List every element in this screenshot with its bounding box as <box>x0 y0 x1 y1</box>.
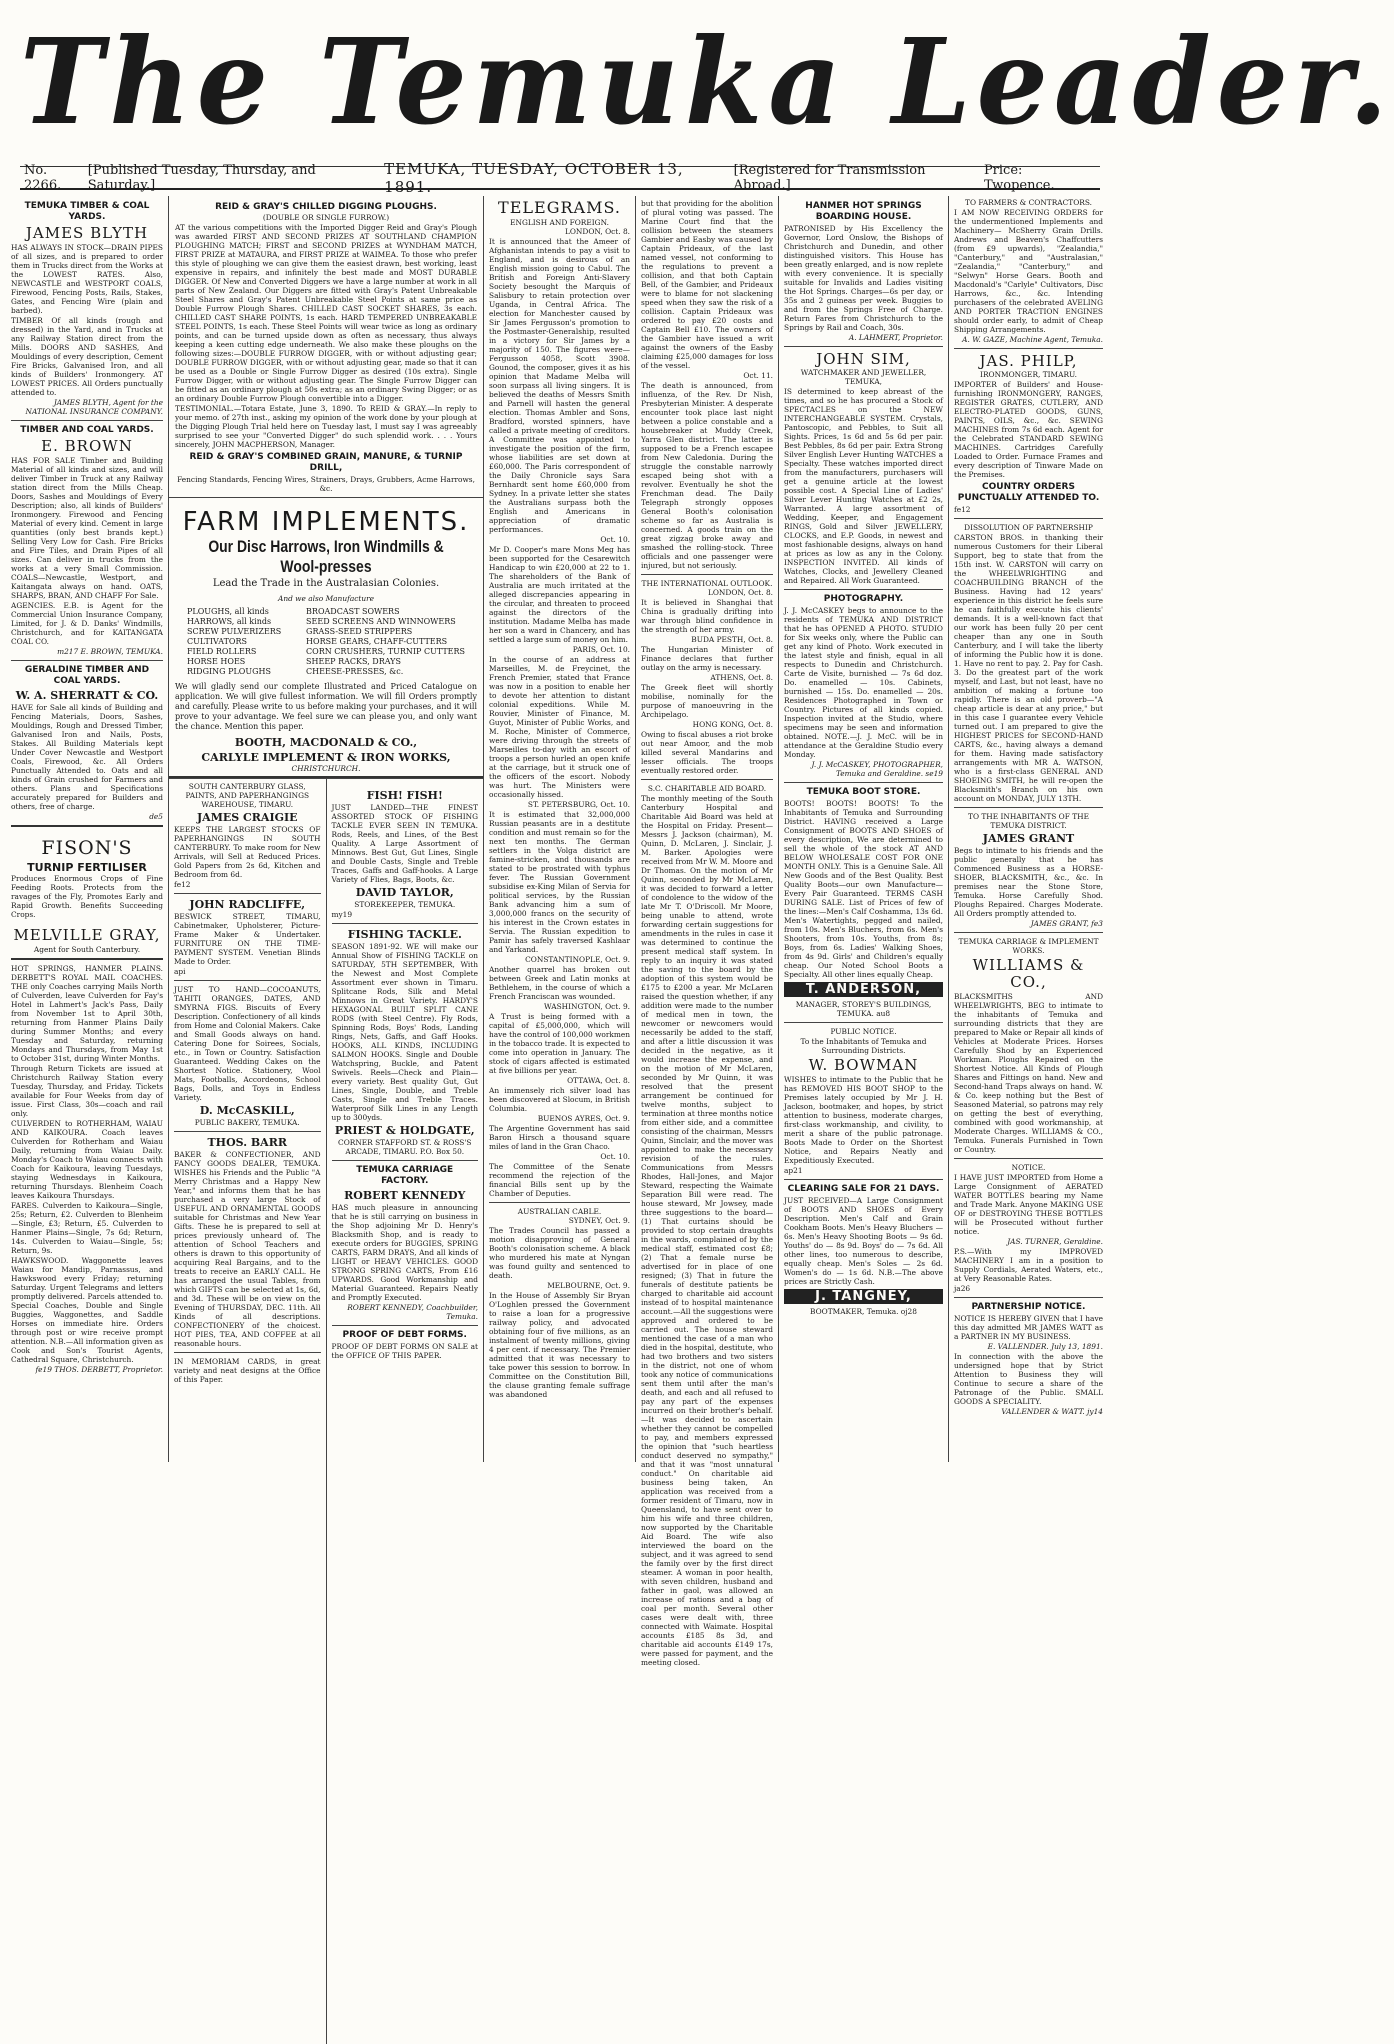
ad-text: STOREKEEPER, TEMUKA. <box>354 900 456 909</box>
article-text: Owing to fiscal abuses a riot broke out near Amoor, and the mob killed several Mandarins and lesser officials. The troops eventually restored order. <box>641 730 773 775</box>
ad-name: FISHING TACKLE. <box>347 928 462 941</box>
ad-name: DAVID TAYLOR, <box>355 886 454 899</box>
ad-text: BESWICK STREET, TIMARU, Cabinetmaker, Upholsterer, Picture-Frame Maker & Undertaker. FURNITURE ON THE TIME-PAYMENT SYSTEM. Venetian Blinds Made to Order. <box>174 912 321 966</box>
ad-signature: ROBERT KENNEDY, Coachbuilder, Temuka. <box>347 1303 478 1321</box>
ad-text: To the Inhabitants of Temuka and Surrounding Districts. <box>800 1037 927 1055</box>
article-text: In the course of an address at Marseilles, M. de Freycinet, the French Premier, stated that France was now in a position to enable her to devote her attention to distant colonial expeditions. While M. Rouvier, Minister of Finance, M. Guyot, Minister of Public Works, and M. Roche, Minister of Commerce, were driving through the streets of Marseilles to-day with an escort of troops a person hurled an open knife at the carriage, but it struck one of the officers of the escort. Nobody was hurt. The Ministers were occasionally hissed. <box>489 655 630 799</box>
column-6 <box>949 196 1108 1462</box>
ad-text: HAWKSWOOD. Waggonette leaves Waiau for Mandip, Parnassus, and Hawkswood every Friday; returning Saturday. Urgent Telegrams and letters promptly delivered. Parcels attended to. Special Coaches, Double and Single Buggies, Waggonettes, and Saddle Horses on immediate hire. Orders through post or wire receive prompt attention. N.B.—All information given as Cook and Son's Tourist Agents, Cathedral Square, Christchurch. <box>11 1256 163 1364</box>
article-text: The death is announced, from influenza, of the Rev. Dr Nish, Presbyterian Minister. A desperate encounter took place last night between a police constable and a housebreaker at Muddy Creek, Yarra Glen district. The latter is supposed to be a French escapee from New Caledonia. During the struggle the constable narrowly escaped being shot with a revolver. Eventually he shot the Frenchman dead. The Daily Telegraph strongly opposes General Booth's colonisation scheme so far as Australia is concerned. A goods train on the great zigzag broke away and smashed the rolling-stock. Three officials and one passenger were injured, but not seriously. <box>641 381 773 570</box>
article-text: The Trades Council has passed a motion disapproving of General Booth's colonisation scheme. A black who murdered his mate at Nyngan was found guilty and sentenced to death. <box>489 1226 630 1280</box>
ad-text: WISHES to intimate to the Public that he has REMOVED HIS BOOT SHOP to the Premises lately occupied by Mr J. H. Jackson, bootmaker, and hopes, by strict attention to business, moderate charges, first-class workmanship, and civility, to merit a share of the public patronage. Boots Made to Order on the Shortest Notice, and Repairs Neatly and Expeditiously Executed. <box>784 1075 943 1165</box>
ad-name: ROBERT KENNEDY <box>344 1189 466 1202</box>
ad-text: P.S.—With my IMPROVED MACHINERY I am in a position to Supply Cordials, Aerated Waters, etc., at Very Reasonable Rates. <box>954 1247 1103 1283</box>
farm-firm: BOOTH, MACDONALD & CO., <box>234 736 418 749</box>
ad-ref: my19 <box>331 910 353 919</box>
ad-name-banner: J. TANGNEY, <box>784 1289 943 1304</box>
ad-reid-gray <box>169 196 483 498</box>
ad-text: Begs to intimate to his friends and the public generally that he has Commenced Business as a HORSE-SHOER, BLACKSMITH, &c., &c. In premises near the Stone Store, Temuka. Horse Carefully Shod. Ploughs Repaired. Charges Moderate. All Orders promptly attended to. <box>954 846 1103 918</box>
ad-name: THOS. BARR <box>207 1136 287 1149</box>
ad-text: Fencing Standards, Fencing Wires, Strainers, Drays, Grubbers, Acme Harrows, &c. <box>177 475 475 493</box>
ad-ref: ap21 <box>784 1166 803 1175</box>
article-text: It is announced that the Ameer of Afghanistan intends to pay a visit to England, and is desirous of an English mission going to Cabul. The British and Foreign Anti-Slavery Society besought the Marquis of Salisbury to retain protection over Uganda, in Central Africa. The election for Manchester caused by Sir James Fergusson's promotion to the Postmaster-Generalship, resulted in a victory for Sir James by a majority of 150. The figures were—Fergusson 4058, Scott 3908. Gounod, the composer, gives it as his opinion that Madame Melba will soon surpass all living singers. It is believed the deaths of Messrs Smith and Parnell will hasten the general election. Thomas Ambler and Sons, Bradford, worsted spinners, have called a private meeting of creditors. A Committee was appointed to investigate the position of the firm, whose liabilities are set down at £60,000. The Paris correspondent of the Daily Chronicle says Sara Bernhardt sent home £60,000 from Sydney. In a private letter she states the Australians surpass both the English and Americans in appreciation of dramatic performances. <box>489 237 630 534</box>
ad-ref: fe12 <box>174 880 191 889</box>
ad-signature: fe19 THOS. DERBETT, Proprietor. <box>35 1365 163 1374</box>
dateline-entry: LONDON, Oct. 8. <box>564 227 630 236</box>
publication-days: [Published Tuesday, Thursday, and Saturday.] <box>87 162 316 193</box>
ad-text: BOOTS! BOOTS! BOOTS! To the Inhabitants of Temuka and Surrounding District. HAVING received a Large Consignment of BOOTS AND SHOES of every description, We are determined to sell the whole of the stock AT AND BELOW WHOLESALE COST FOR ONE MONTH ONLY. This is a Genuine Sale. All New Goods and of the Best Quality. Best Quality Boots—our own Manufacture—Every Pair Guaranteed. TERMS CASH DURING SALE. List of Prices of few of the lines:—Men's Calf Coshamma, 13s 6d. Men's Watertights, pegged and nailed, from 10s. Men's Bluchers, from 6s. Men's Shooters, from 10s. Youths, from 8s; Boys, from 6s. Ladies' Walking Shoes, from 4s 9d. Girls' and Children's equally cheap. Our Noted School Boots a Specialty. All other lines equally Cheap. <box>784 799 943 979</box>
ad-heading: HANMER HOT SPRINGS BOARDING HOUSE. <box>805 201 922 222</box>
ad-heading: GERALDINE TIMBER AND COAL YARDS. <box>24 665 150 686</box>
ad-heading: PARTNERSHIP NOTICE. <box>971 1302 1086 1312</box>
ad-heading: PUBLIC NOTICE. <box>830 1027 897 1036</box>
ad-heading: TIMBER AND COAL YARDS. <box>20 425 154 435</box>
ad-signature: JAS. TURNER, Geraldine. <box>1007 1237 1103 1246</box>
ad-text: I HAVE JUST IMPORTED from Home a Large Consignment of AERATED WATER BOTTLES bearing my Name and Trade Mark. Anyone MAKING USE OF or DESTROYING THESE BOTTLES will be Prosecuted without further notice. <box>954 1173 1103 1236</box>
ad-text: PROOF OF DEBT FORMS ON SALE at the OFFICE OF THIS PAPER. <box>331 1342 478 1360</box>
ad-name: E. BROWN <box>41 437 133 455</box>
ad-name: JOHN RADCLIFFE, <box>189 898 306 911</box>
ad-text: JUST TO HAND—COCOANUTS, TAHITI ORANGES, DATES, AND SMYRNA FIGS. Biscuits of Every Description. Confectionery of all kinds from Home and Colonial Makers. Cake and Small Goods always on hand. Catering Done for Soirees, Socials, etc., in Town or Country. Satisfaction Guaranteed. Wedding Cakes on the Shortest Notice. Stationery, Wool Mats, Footballs, Accordeons, School Bags, Dolls, and Toys in Endless Variety. <box>174 985 321 1102</box>
ad-text: JUST LANDED—THE FINEST ASSORTED STOCK OF FISHING TACKLE EVER SEEN IN TEMUKA. Rods, Reels, and Lines, of the Best Quality. A Large Assortment of Minnows. Best Gut, Gut Lines, Single and Double Casts, Single and Treble Traces, Gaffs and Gaff-hooks. A Large Variety of Flies, Bags, Boots, &c. <box>331 803 478 884</box>
ad-text: TIMBER Of all kinds (rough and dressed) in the Yard, and in Trucks at any Railway Station direct from the Mills. DOORS AND SASHES, And Mouldings of every description, Cement Fire Bricks, Galvanised Iron, and all kinds of Builders' Ironmongery. AT LOWEST PRICES. All Orders punctually attended to. <box>11 316 163 397</box>
ad-signature: A. W. GAZE, Machine Agent, Temuka. <box>962 335 1103 344</box>
column-1 <box>6 196 169 1462</box>
ad-text: BLACKSMITHS AND WHEELWRIGHTS, BEG to intimate to the inhabitants of Temuka and surrounding districts that they are prepared to Make or Repair all kinds of Vehicles at Moderate Prices. Horses Carefully Shod by an Experienced Workman. Ploughs Repaired on the Shortest Notice. All Kinds of Plough Shares and Fittings on hand. New and Second-hand Traps always on hand. W. & Co. keep nothing but the Best of Seasoned Material, so patrons may rely on getting the best of everything, combined with good workmanship, at Moderate Charges. WILLIAMS & CO., Temuka. Funerals Furnished in Town or Country. <box>954 992 1103 1154</box>
article-text: It is estimated that 32,000,000 Russian peasants are in a destitute condition and must remain so for the next ten months. The German settlers in the Volga district are famine-stricken, and thousands are stated to be prostrated with typhus fever. The Russian Government subsidise ex-King Milan of Servia for political services, by the Russian Bank advancing him a sum of 3,000,000 francs on the security of his interest in the Crown estates in Servia. The Russian expedition to Pamir has safely traversed Kashlaar and Yarkand. <box>489 810 630 954</box>
ad-heading: TEMUKA CARRIAGE & IMPLEMENT WORKS. <box>958 937 1099 955</box>
ad-text: BAKER & CONFECTIONER, AND FANCY GOODS DEALER, TEMUKA. WISHES his Friends and the Public "A Merry Christmas and a Happy New Year," and informs them that he has purchased a very large Stock of USEFUL AND ORNAMENTAL GOODS suitable for Christmas and New Year Gifts. These he is prepared to sell at prices previously unheard of. The attention of School Teachers and others is drawn to this opportunity of acquiring Real Bargains, and to the treats to receive an EARLY CALL. He has arranged the usual Tables, from which GIFTS can be selected at 1s, 6d, and 3d. These will be on view on the Evening of THURSDAY, DEC. 11th. All Kinds of all descriptions. CONFECTIONERY of the choicest. HOT PIES, TEA, AND COFFEE at all reasonable hours. <box>174 1150 321 1348</box>
dateline-entry: ST. PETERSBURG, Oct. 10. <box>527 800 630 809</box>
ad-signature: VALLENDER & WATT. jy14 <box>1001 1407 1103 1416</box>
ad-text: In connection with the above the undersigned hope that by Strict Attention to Business they will Continue to secure a share of the Patronage of the Public. SMALL GOODS A SPECIALITY. <box>954 1352 1103 1406</box>
dateline-entry: Oct. 11. <box>743 371 773 380</box>
ad-heading: COUNTRY ORDERS PUNCTUALLY ATTENDED TO. <box>957 482 1100 503</box>
article-text: It is believed in Shanghai that China is gradually drifting into war through blind confidence in the strength of her army. <box>641 598 773 634</box>
ad-text: AT the various competitions with the Imported Digger Reid and Gray's Plough was awarded FIRST AND SECOND PRIZES AT SOUTHLAND CHAMPION PLOUGHING MATCH; FIRST and SECOND PRIZES at WYNDHAM MATCH, FIRST PRIZE at MATAURA, and FIRST PRIZE at WAIMEA. To those who prefer this style of ploughing we can give them the easiest drawn, best working, least expensive in repairs, and infinitely the best made and MOST DURABLE DIGGER. Of New and Converted Diggers we have a large number at work in all parts of New Zealand. Our Diggers are fitted with Gray's Patent Unbreakable Steel Shares and Gray's Patent Unbreakable Steel Points at same price as Double Furrow Plough Shares. CHILLED CAST SOCKET SHARES, 3s each. CHILLED CAST SHARE POINTS, 1s each. HARD TEMPERED UNBREAKABLE STEEL POINTS, 1s each. These Steel Points will wear twice as long as ordinary points, and can be turned upside down as often as necessary, thus always keeping a keen cutting edge underneath. We also make these ploughs on the following sizes:—DOUBLE FURROW DIGGER, with or without adjusting gear; DOUBLE FURROW DIGGER, with or without adjusting gear, made so that it can be used as a Double or Single Furrow Digger as desired (10s extra). Single Furrow Digger, with or without adjusting gear. The Single Furrow Digger can be fitted as an ordinary plough at 50s extra; as an ordinary Swing Digger; or as an ordinary Double Furrow Plough convertible into a Digger. <box>175 223 477 403</box>
ad-text: MANAGER, STOREY'S BUILDINGS, TEMUKA. au8 <box>795 1000 932 1018</box>
ad-text: IN MEMORIAM CARDS, in great variety and neat designs at the Office of this Paper. <box>174 1357 321 1384</box>
ad-text: J. J. McCASKEY begs to announce to the residents of TEMUKA AND DISTRICT that he has OPENED A PHOTO. STUDIO for Six weeks only, where the Public can get any kind of Photo. Work executed in the latest style and finish, equal in all respects to Dunedin and Christchurch. Carte de Visite, burnished — 7s 6d doz. Do. enamelled — 10s. Cabinets, burnished — 15s. Do. enamelled — 20s. Residences Photographed in Town or Country. Pictures of all kinds copied. Inspection invited at the Studio, where specimens may be seen and information obtained. NOTE.—J. J. McC. will be in attendance at the Geraldine Studio every Monday. <box>784 606 943 759</box>
ad-ref: fe12 <box>954 505 971 514</box>
ad-text: Agent for South Canterbury. <box>33 945 141 954</box>
ad-name: PRIEST & HOLDGATE, <box>334 1124 475 1137</box>
newspaper-title: The Temuka Leader. <box>20 13 1394 152</box>
ad-text: I AM NOW RECEIVING ORDERS for the undermentioned Implements and Machinery— McSherry Grain Drills. Andrews and Beaven's Chaffcutters (from £9 upwards), "Zealandia," "Canterbury," and "Australasian," "Zealandia," "Canterbury," and "Selwyn" Horse Gears. Booth and Macdonald's "Carlyle" Cultivators, Disc Harrows, &c., &c. Intending purchasers of the celebrated AVELING AND PORTER TRACTION ENGINES should order early, to admit of Cheap Shipping Arrangements. <box>954 208 1103 334</box>
ad-name: W. A. SHERRATT & CO. <box>15 689 159 702</box>
ad-name: JOHN SIM, <box>816 350 911 368</box>
columns <box>6 196 1108 1667</box>
ad-name: FISH! FISH! <box>366 789 443 802</box>
ad-name: JAMES BLYTH <box>25 224 149 242</box>
ad-signature: A. LAHMERT, Proprietor. <box>848 333 943 342</box>
ad-signature: JAMES GRANT, fe3 <box>1030 919 1103 928</box>
ad-subheading: IRONMONGER, TIMARU. <box>980 370 1077 379</box>
ad-text: HAS much pleasure in announcing that he is still carrying on business in the Shop adjoining Mr D. Henry's Blacksmith Shop, and is ready to execute orders for BUGGIES, SPRING CARTS, FARM DRAYS, And all kinds of LIGHT or HEAVY VEHICLES. GOOD STRONG SPRING CARTS, From £16 UPWARDS. Good Workmanship and Material Guaranteed. Repairs Neatly and Promptly Executed. <box>331 1203 478 1302</box>
dateline <box>20 159 1100 196</box>
ad-text: SEASON 1891-92. WE will make our Annual Show of FISHING TACKLE on SATURDAY, 5TH SEPTEMBER, With the Newest and Most Complete Assortment ever shown in Timaru. Splitcane Rods, Silk and Metal Minnows in Great Variety. HARDY'S HEXAGONAL BUILT SPLIT CANE RODS (with Steel Centre). Fly Rods, Spinning Rods, Boys' Rods, Landing Rings, Nets, Gaffs, and Gaff Hooks. HOOKS, ALL KINDS, INCLUDING SALMON HOOKS. Single and Double Watchspring, Buckle, and Patent Swivels. Reels—Check and Plain—every variety. Best quality Gut, Gut Lines, Single, Double, and Treble Casts, Single and Treble Traces. Waterproof Silk Lines in any Length up to 300yds. <box>331 942 478 1122</box>
price: Price: Twopence. <box>983 162 1055 193</box>
column-5 <box>779 196 949 1462</box>
ad-text: TESTIMONIAL.—Totara Estate, June 3, 1890. To REID & GRAY.—In reply to your memo. of 27th inst., asking my opinion of the work done by your plough at the Digging Plough Trial held here on Tuesday last, I must say I was agreeably surprised to see your "Converted Digger" do such splendid work. . . . Yours sincerely, JOHN MACPHERSON, Manager. <box>175 404 477 449</box>
ad-heading: REID & GRAY'S COMBINED GRAIN, MANURE, & TURNIP DRILL, <box>189 452 463 473</box>
farm-subtitle: Our Disc Harrows, Iron Windmills & Wool-presses <box>208 537 444 576</box>
farm-list-left: PLOUGHS, all kinds HARROWS, all kinds SCREW PULVERIZERS CULTIVATORS FIELD ROLLERS HORSE HOES RIDGING PLOUGHS <box>187 607 282 676</box>
column-telegrams <box>484 196 636 1462</box>
article-text: Mr D. Cooper's mare Mons Meg has been supported for the Cesarewitch Handicap to win £20,000 at 22 to 1. The shareholders of the Bank of Australia are much irritated at the alleged discrepancies appearing in the circular, and threaten to proceed against the directors of the institution. Madame Melba has made her son a ward in Chancery, and has settled a large sum of money on him. <box>489 545 630 644</box>
ad-signature: E. VALLENDER. July 13, 1891. <box>987 1342 1103 1351</box>
article-text: An immensely rich silver load has been discovered at Slocum, in British Columbia. <box>489 1086 630 1113</box>
ad-subheading: WATCHMAKER AND JEWELLER, TEMUKA, <box>800 368 927 386</box>
dateline-entry: WASHINGTON, Oct. 9. <box>544 1002 630 1011</box>
article-text: Another quarrel has broken out between Greek and Latin monks at Bethlehem, in the course of which a French Franciscan was wounded. <box>489 965 630 1001</box>
ad-subheading: (DOUBLE OR SINGLE FURROW.) <box>262 213 390 222</box>
ad-text: KEEPS THE LARGEST STOCKS OF PAPERHANGINGS IN SOUTH CANTERBURY. To make room for New Arrivals, will Sell at Reduced Prices. Gold Papers from 2s 6d, Kitchen and Bedroom from 6d. <box>174 825 321 879</box>
ad-signature: de5 <box>149 812 163 821</box>
dateline-entry: LONDON, Oct. 8. <box>707 588 773 597</box>
ad-heading: TEMUKA BOOT STORE. <box>806 787 921 797</box>
ad-heading: TEMUKA CARRIAGE FACTORY. <box>356 1165 454 1186</box>
ad-text: PATRONISED by His Excellency the Governor, Lord Onslow, the Bishops of Christchurch and Dunedin, and other distinguished visitors. This House has been greatly enlarged, and is now replete with every convenience. It is specially suitable for Invalids and Ladies visiting the Hot Springs. Charges—6s per day, or 35s and 2 guineas per week. Buggies to and from the Springs Free of Charge. Return Fares from Christchurch to the Springs by Rail and Coach, 30s. <box>784 224 943 332</box>
ad-heading: NOTICE. <box>1011 1163 1046 1172</box>
ad-heading: TO THE INHABITANTS OF THE TEMUKA DISTRICT. <box>968 812 1089 830</box>
farm-lead: Lead the Trade in the Australasian Colonies. <box>212 578 440 589</box>
dateline-entry: SYDNEY, Oct. 9. <box>568 1216 630 1225</box>
column-2-right <box>327 779 484 2044</box>
dateline-entry: BUDA PESTH, Oct. 8. <box>691 635 773 644</box>
ad-text: FARES. Culverden to Kaikoura—Single, 25s; Return, £2. Culverden to Blenheim—Single, £3; Return, £5. Culverden to Hanmer Plains—Single, 7s 6d; Return, 14s. Culverden to Waiau—Single, 5s; Return, 9s. <box>11 1201 163 1255</box>
ad-text: AGENCIES. E.B. is Agent for the Commercial Union Insurance Company, Limited, for J. & D. Danks' Windmills, Christchurch, and for KAITANGATA COAL CO. <box>11 601 163 646</box>
ad-heading: TO FARMERS & CONTRACTORS. <box>965 198 1092 207</box>
ad-name-banner: T. ANDERSON, <box>784 982 943 997</box>
dateline-entry: Oct. 10. <box>600 535 630 544</box>
ad-text: HAVE for Sale all kinds of Building and Fencing Materials, Doors, Sashes, Mouldings, Rough and Dressed Timber, Galvanised Iron and Nails, Posts, Stakes. All Building Materials kept Under Cover Newcastle and Westport Coals, Firewood, &c. All Orders Punctually Attended to. Oats and all kinds of Grain crushed for Farmers and others. Plans and Specifications accurately prepared for Builders and others, free of charge. <box>11 703 163 811</box>
ad-heading: TURNIP FERTILISER <box>27 861 147 874</box>
ad-text: CULVERDEN to ROTHERHAM, WAIAU AND KAIKOURA. Coach leaves Culverden for Rotherham and Waiau Daily, returning from Waiau Daily. Monday's Coach to Waiau connects with Coach for Kaikoura, leaving Tuesdays, staying Wednesdays in Kaikoura, returning Thursdays. Blenheim Coach leaves Kaikoura Thursdays. <box>11 1119 163 1200</box>
ad-name: JAS. PHILP, <box>979 352 1078 370</box>
ad-text: IMPORTER of Builders' and House-furnishing IRONMONGERY, RANGES, REGISTER GRATES, CUTLERY, AND ELECTRO-PLATED GOODS, GUNS, PAINTS, OILS, &c., &c. SEWING MACHINES from 7s 6d each. Agent for the Celebrated STANDARD SEWING MACHINES. Cartridges Carefully Loaded to Order. Furnace Frames and every description of Tinware Made on the Premises. <box>954 380 1103 479</box>
masthead <box>20 8 1394 158</box>
farm-text: We will gladly send our complete Illustrated and Priced Catalogue on application. We will give fullest information. We will fill Orders promptly and carefully. Please write to us before making your purchases, and it will prove to your advantage. We feel sure we can please you, and only want the chance. Mention this paper. <box>175 682 477 731</box>
farm-also: And we also Manufacture <box>278 594 374 603</box>
ad-text: PUBLIC BAKERY, TEMUKA. <box>194 1118 300 1127</box>
section-subtitle: AUSTRALIAN CABLE. <box>517 1207 602 1216</box>
ad-heading: PHOTOGRAPHY. <box>823 594 904 604</box>
ad-text: CARSTON BROS. in thanking their numerous Customers for their Liberal Support, beg to state that from the 15th inst. W. CARSTON will carry on the WHEELWRIGHTING and COACHBUILDING BRANCH of the Business. Having had 12 years' experience in this district he feels sure he can faithfully execute his clients' demands. It is a well-known fact that our work has been fully 20 per cent cheaper than any one in South Canterbury, and I will take the liberty of informing the Public how it is done. 1. Have no rent to pay. 2. Pay for Cash. 3. Do the greatest part of the work myself, and Last, but not least, have no ambition of making a fortune too rapidly. There is an old proverb—"A cheap article is dear at any price," but in this case I guarantee every Vehicle turned out. I am prepared to give the HIGHEST PRICES for SECOND-HAND CARTS, &c., having always a demand for them. Having made satisfactory arrangements with MR A. WATSON, who is a first-class GENERAL AND SHOEING SMITH, he will re-open the Blacksmith's Branch on his own account on MONDAY, JULY 13TH. <box>954 533 1103 803</box>
dateline-entry: MELBOURNE, Oct. 9. <box>547 1281 630 1290</box>
farm-list-right: BROADCAST SOWERS SEED SCREENS AND WINNOWERS GRASS-SEED STRIPPERS HORSE GEARS, CHAFF-CUTTERS CORN CRUSHERS, TURNIP CUTTERS SHEEP RACKS, DRAYS CHEESE-PRESSES, &c. <box>306 607 465 676</box>
article-text: A Trust is being formed with a capital of £5,000,000, which will have the control of 100,000 workmen in the tobacco trade. It is expected to come into operation in January. The stock of cigars affected is estimated at five billions per year. <box>489 1012 630 1075</box>
registration-note: [Registered for Transmission Abroad.] <box>733 162 926 193</box>
dateline-entry: HONG KONG, Oct. 8. <box>692 720 773 729</box>
ad-text: JUST RECEIVED—A Large Consignment of BOOTS AND SHOES of Every Description. Men's Calf and Grain Cookham Boots. Men's Heavy Bluchers — 6s. Men's Heavy Shooting Boots — 9s 6d. Youths' do — 8s 9d. Boys' do — 7s 6d. All other lines, too numerous to describe, equally cheap. Men's Soles — 2s 6d. Women's do — 1s 6d. N.B.—The above prices are Strictly Cash. <box>784 1196 943 1286</box>
ad-text: Produces Enormous Crops of Fine Feeding Roots. Protects from the ravages of the Fly, Promotes Early and Rapid Growth. Benefits Succeeding Crops. <box>11 874 163 919</box>
ad-name: JAMES GRANT <box>982 832 1075 845</box>
ad-heading: REID & GRAY'S CHILLED DIGGING PLOUGHS. <box>215 202 437 212</box>
ad-heading: PROOF OF DEBT FORMS. <box>342 1330 467 1340</box>
farm-title: FARM IMPLEMENTS. <box>182 507 470 537</box>
column-news <box>636 196 779 1667</box>
column-2-left <box>169 779 327 2044</box>
ad-text: Through Return Tickets are issued at Christchurch Railway Station every Tuesday, Thursday, and Friday. Tickets available for Four Weeks from day of issue. First Class, 30s—coach and rail only. <box>11 1064 163 1118</box>
ad-name: WILLIAMS & CO., <box>972 956 1085 991</box>
dateline-entry: ATHENS, Oct. 8. <box>710 673 773 682</box>
section-subtitle: ENGLISH AND FOREIGN. <box>510 218 609 227</box>
article-text: The monthly meeting of the South Canterbury Hospital and Charitable Aid Board was held at the Hospital on Friday. Present—Messrs J. Jackson (chairman), M. Quinn, D. McLaren, J. Sinclair, J. M. Barker. Apologies were received from Mr W. M. Moore and Dr Thomas. On the motion of Mr Quinn, seconded by Mr McLaren, it was decided to forward a letter of condolence to the widow of the late Mr T. O'Driscoll. Mr Moore, being unable to attend, wrote forwarding certain suggestions for amendments in the rules in case it was determined to continue the present medical staff system. In reply to an inquiry it was stated the saving to the board by the adoption of this system would be £175 to £200 a year. Mr McLaren raised the question whether, if any addition were made to the number of medical men in town, the newcomer or newcomers would necessarily be added to the staff, and after a little discussion it was decided in the negative, as it would increase the expense, and on the motion of Mr McLaren, seconded by Mr Quinn, it was resolved that the present arrangement be continued for twelve months, subject to termination at three months notice from either side, and a committee consisting of the chairman, Messrs Quinn, Sinclair, and the mover was appointed to make the necessary revision of the rules. Communications from Messrs Rhodes, Hall-Jones, and Major Steward, respecting the Waimate Separation Bill were read. The house steward, Mr Jowsey, made three suggestions to the board—(1) That curtains should be provided to stop certain draughts in the wards, complained of by the medical staff, estimated cost £8; (2) That a female nurse be advertised for in place of one resigned; (3) That in future the funerals of destitute patients be charged to charitable aid account instead of to hospital maintenance account.—All the suggestions were approved and ordered to be carried out. The house steward mentioned the case of a man who died in the hospital, destitute, who had two brothers and two sisters in the district, not one of whom took any notice of communications sent them until after the man's death, and each and all refused to pay any part of the expenses incurred on their brother's behalf.—It was decided to ascertain whether they cannot be compelled to pay, and members expressed the opinion that "such heartless conduct deserved no sympathy," and that it was "most unnatural conduct." On charitable aid business being taken, An application was received from a former resident of Timaru, now in Queensland, to have sent over to him his wife and three children, now supported by the Charitable Aid Board. The wife also interviewed the board on the subject, and it was agreed to send the family over by the first direct steamer. A woman in poor health, with seven children, husband and father in gaol, was allowed an increase of rations and a bag of coal per month. Several other cases were dealt with, three connected with Waimate. Hospital accounts £185 8s 3d, and charitable aid accounts £149 17s, were passed for payment, and the meeting closed. <box>641 794 773 1667</box>
ad-text: HOT SPRINGS, HANMER PLAINS. DERBETT'S ROYAL MAIL COACHES. THE only Coaches carrying Mails North of Culverden, leave Culverden for Fay's Hotel in Lahmert's Jack's Pass, Daily from November 1st to April 30th, returning from Hanmer Plains Daily during Summer Months; and every Tuesday and Saturday, returning Mondays and Thursdays, from May 1st to October 31st, during Winter Months. <box>11 964 163 1063</box>
ad-text: BOOTMAKER, Temuka. oj28 <box>810 1307 917 1316</box>
place-date: TEMUKA, TUESDAY, OCTOBER 13, 1891. <box>384 159 684 196</box>
ad-text: HAS FOR SALE Timber and Building Material of all kinds and sizes, and will deliver Timber in Truck at any Railway station direct from the Mills Cheap. Doors, Sashes and Mouldings of Every Description; also, all kinds of Builders' Ironmongery. Firewood and Fencing Material of every kind. Cement in large quantities (only best brands kept.) Selling Very Low for Cash. Fire Bricks and Fire Tiles, and Drain Pipes of all sizes. Can deliver in trucks from the works at a very Small Commission. COALS—Newcastle, Westport, and Kaitangata always on hand. OATS, SHARPS, BRAN, AND CHAFF For Sale. <box>11 456 163 600</box>
article-text: The Committee of the Senate recommend the rejection of the financial Bills sent up by the Chamber of Deputies. <box>489 1162 630 1198</box>
ad-signature: JAMES BLYTH, Agent for the NATIONAL INSURANCE COMPANY. <box>25 398 163 416</box>
column-2 <box>169 196 484 1462</box>
ad-name: JAMES CRAIGIE <box>196 811 298 824</box>
article-text: The Greek fleet will shortly mobilise, nominally for the purpose of manoeuvring in the Archipelago. <box>641 683 773 719</box>
ad-name: FISON'S <box>41 837 133 859</box>
farm-works: CARLYLE IMPLEMENT & IRON WORKS, <box>201 751 451 764</box>
section-subtitle: THE INTERNATIONAL OUTLOOK. <box>641 579 773 588</box>
article-text: The Argentine Government has said Baron Hirsch a thousand square miles of land in the Gran Chaco. <box>489 1124 630 1151</box>
ad-name: MELVILLE GRAY, <box>13 926 161 944</box>
article-text: but that providing for the abolition of plural voting was passed. The Marine Court find that the collision between the steamers Gambier and Easby was caused by Captain Prideaux, of the last named vessel, not conforming to the regulations to prevent a collision, and that both Captain Bell, of the Gambier, and Prideaux were to blame for not slackening speed when they saw the risk of a collision. Captain Prideaux was ordered to pay £20 costs and Captain Bell £10. The owners of the Gambier have issued a writ against the owners of the Easby claiming £25,000 damages for loss of the vessel. <box>641 199 773 370</box>
ad-text: CORNER STAFFORD ST. & ROSS'S ARCADE, TIMARU. P.O. Box 50. <box>338 1138 472 1156</box>
ad-name: D. McCASKILL, <box>199 1104 295 1117</box>
farm-city: CHRISTCHURCH. <box>291 764 361 773</box>
ad-signature: J. J. McCASKEY, PHOTOGRAPHER, Temuka and Geraldine. se19 <box>811 760 943 778</box>
ad-ref: api <box>174 967 186 976</box>
section-subtitle: S.C. CHARITABLE AID BOARD. <box>647 784 767 793</box>
ad-name: W. BOWMAN <box>808 1056 919 1074</box>
article-text: In the House of Assembly Sir Bryan O'Loghlen pressed the Government to raise a loan for a progressive railway policy, and advocated obtaining four of five millions, as an instalment of twenty millions, giving 4 per cent. if necessary. The Premier admitted that it was necessary to take power this session to borrow. In Committee on the Constitution Bill, the clause granting female suffrage was abandoned <box>489 1291 630 1399</box>
ad-heading: TEMUKA TIMBER & COAL YARDS. <box>24 201 150 222</box>
issue-number: No. 2266. <box>24 162 62 193</box>
ad-signature: m217 E. BROWN, TEMUKA. <box>57 647 163 656</box>
dateline-entry: CONSTANTINOPLE, Oct. 9. <box>525 955 630 964</box>
article-text: The Hungarian Minister of Finance declares that further outlay on the army is necessary. <box>641 645 773 672</box>
dateline-entry: OTTAWA, Oct. 8. <box>567 1076 630 1085</box>
ad-farm-implements <box>169 498 483 778</box>
dateline-entry: BUENOS AYRES, Oct. 9. <box>537 1114 630 1123</box>
dateline-entry: Oct. 10. <box>600 1152 630 1161</box>
ad-heading: DISSOLUTION OF PARTNERSHIP <box>964 523 1093 532</box>
ad-heading: SOUTH CANTERBURY GLASS, PAINTS, AND PAPERHANGINGS WAREHOUSE, TIMARU. <box>185 782 310 809</box>
ad-ref: ja26 <box>954 1284 971 1293</box>
section-title: TELEGRAMS. <box>498 198 621 217</box>
ad-text: IS determined to keep abreast of the times, and so he has procured a Stock of SPECTACLES on the NEW INTERCHANGEABLE SYSTEM. Crystals, Pantoscopic, and Pebbles, to Suit all Sights. Prices, 1s 6d and 5s 6d per pair. Best Pebbles, 8s 6d per pair. Extra Strong Silver English Lever Hunting WATCHES a Specialty. These watches imported direct from the manufacturers, purchasers will get a genuine article at the lowest possible cost. A Special Line of Ladies' Silver Lever Hunting Watches at £2 2s, Warranted. A large assortment of Wedding, Keeper, and Engagement RINGS, Gold and Silver JEWELLERY, CLOCKS, and E.P. Goods, in newest and most fashionable designs, always on hand at prices as low as any in the Colony. INSPECTION INVITED. All kinds of Watches, Clocks, and Jewellery Cleaned and Repaired. All Work Guaranteed. <box>784 387 943 585</box>
ad-text: NOTICE IS HEREBY GIVEN that I have this day admitted MR JAMES WATT as a PARTNER IN MY BUSINESS. <box>954 1314 1103 1341</box>
ad-heading: CLEARING SALE FOR 21 DAYS. <box>787 1184 940 1194</box>
dateline-entry: PARIS, Oct. 10. <box>572 645 630 654</box>
ad-text: HAS ALWAYS IN STOCK—DRAIN PIPES of all sizes, and is prepared to order them in Trucks direct from the Works at the LOWEST RATES. Also, NEWCASTLE and WESTPORT COALS, Firewood, Fencing Posts, Rails, Stakes, Gates, and Fencing Wire (plain and barbed). <box>11 243 163 315</box>
